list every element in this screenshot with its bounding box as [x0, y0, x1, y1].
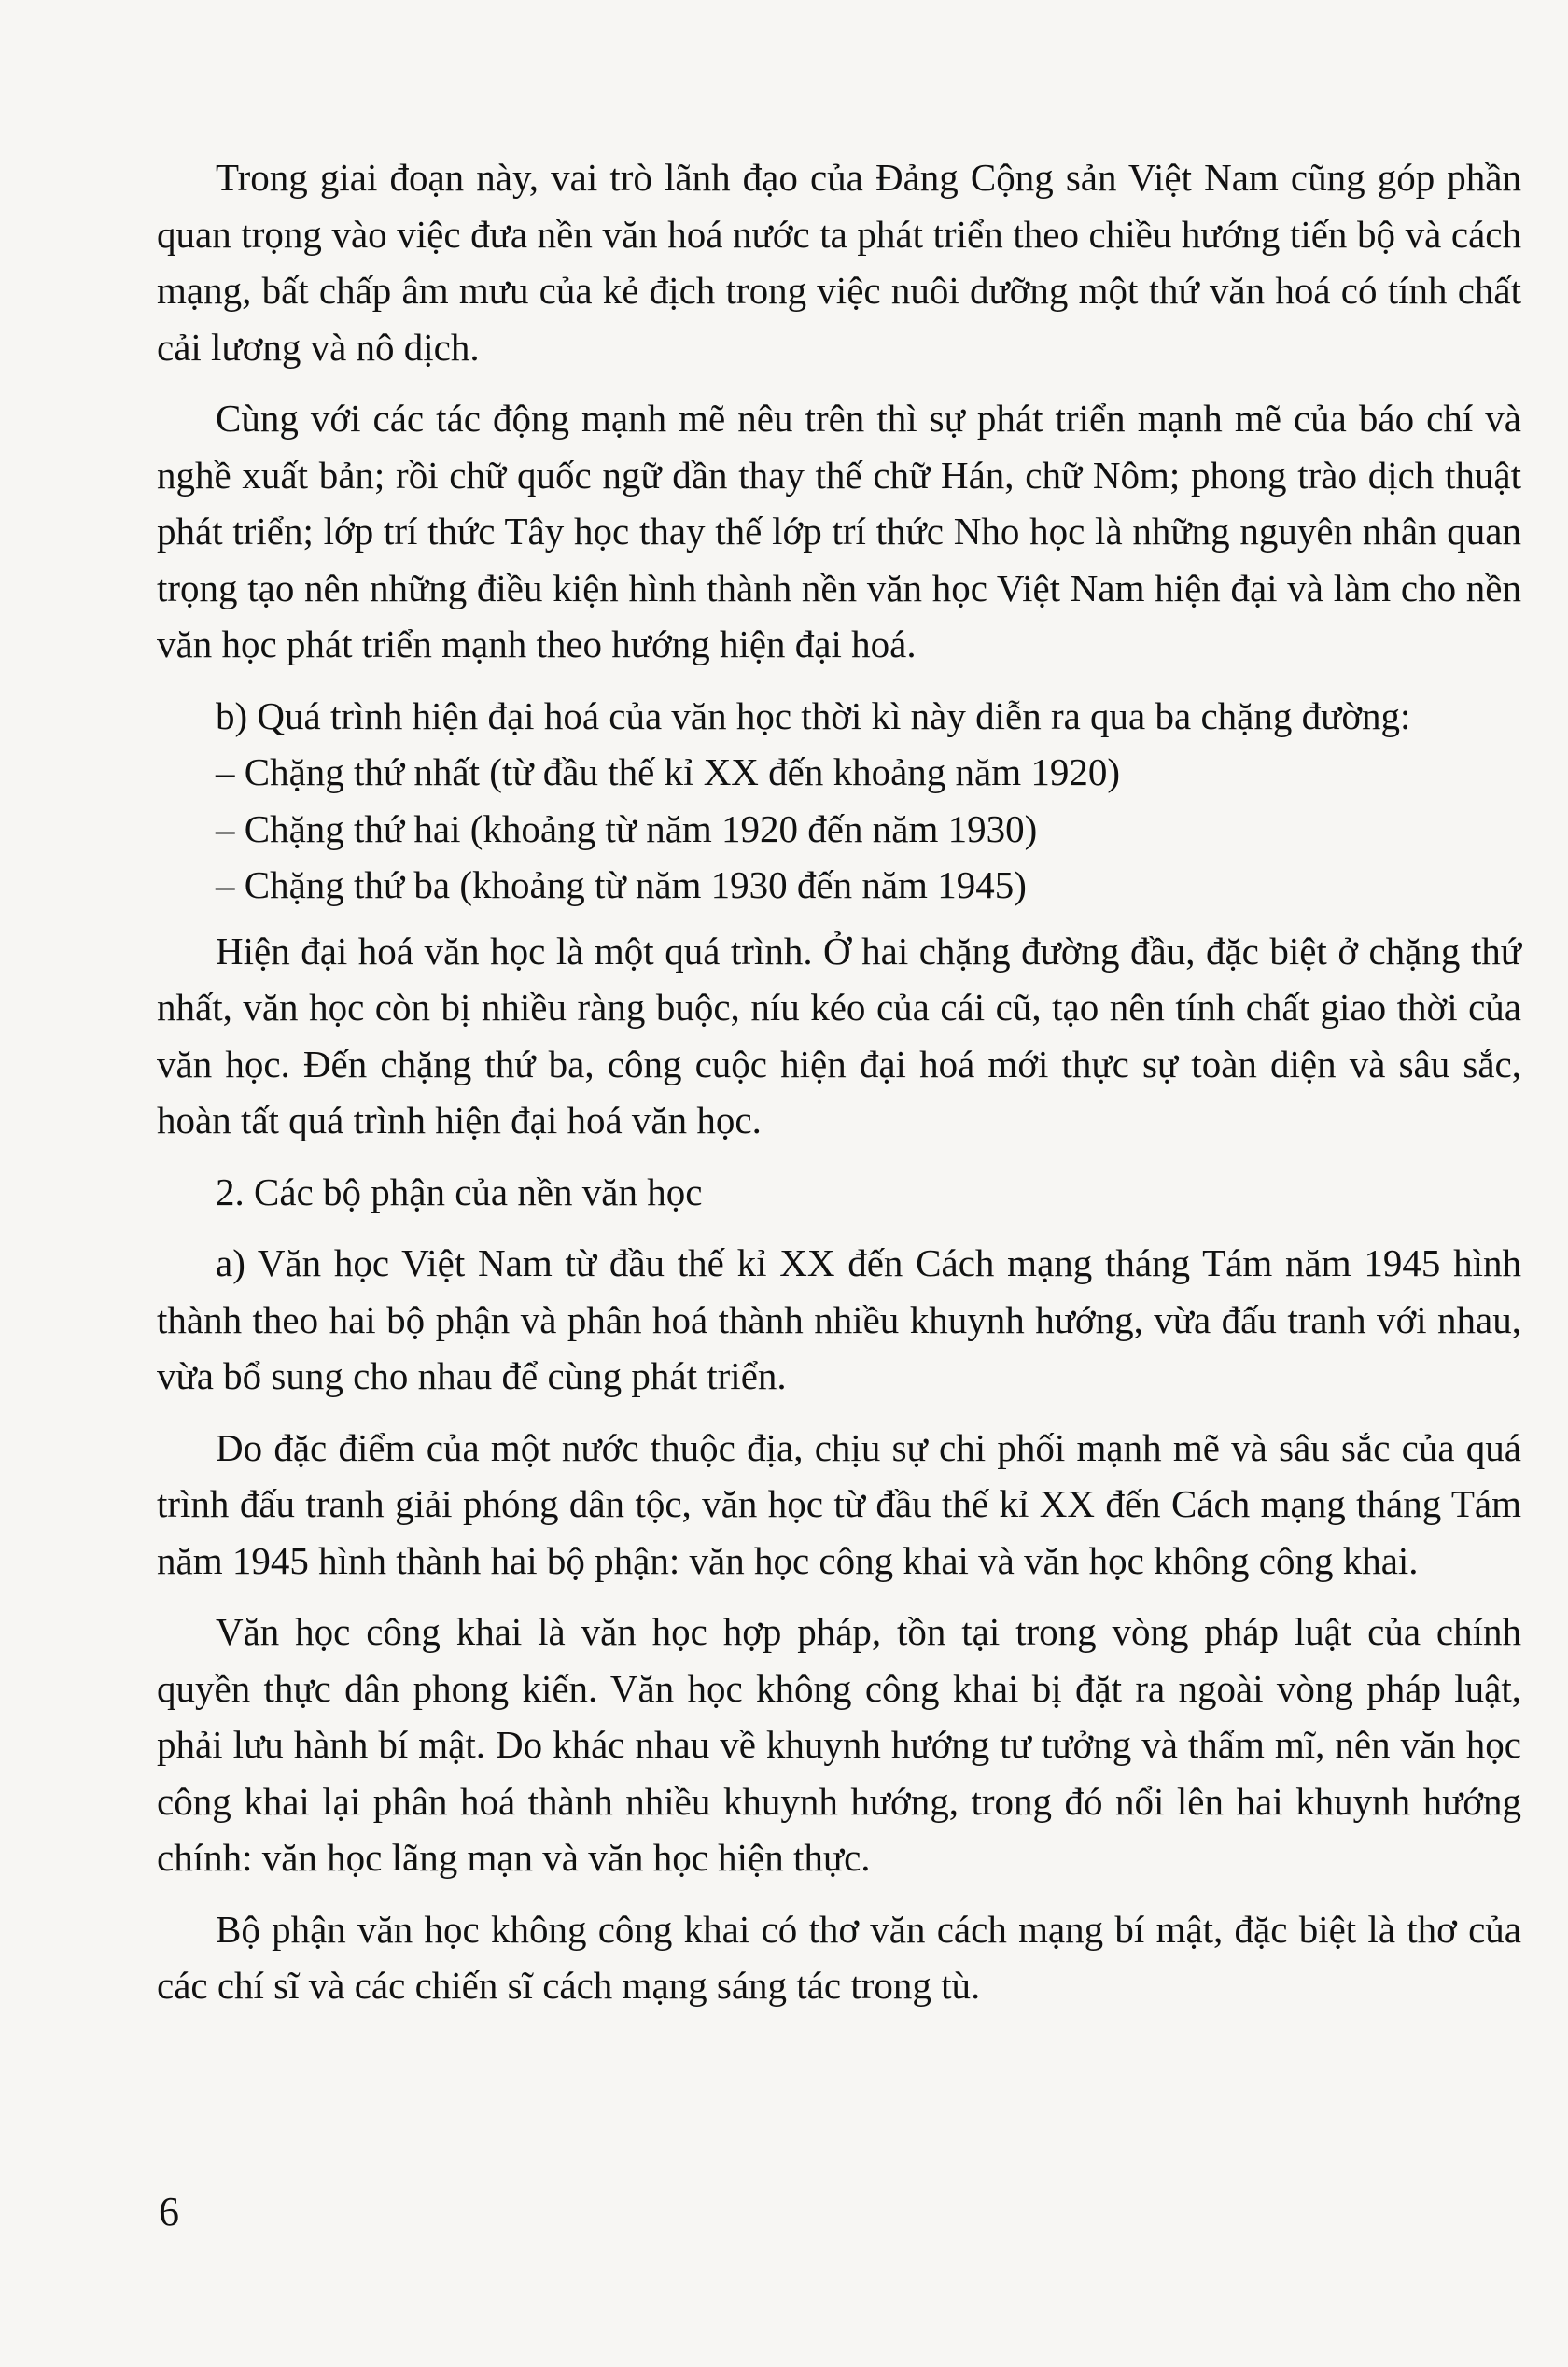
paragraph-modernization-process: Hiện đại hoá văn học là một quá trình. Ở hai chặng đường đầu, đặc biệt ở chặng thứ nhất, văn học còn bị nhiều ràng buộc, níu kéo của cái cũ, tạo nên tính chất giao thời của văn học. Đến chặng thứ ba, công cuộc hiện đại hoá mới thực sự toàn diện và sâu sắc, hoàn tất quá trình hiện đại hoá văn học.: [157, 929, 1521, 1141]
paragraph-party-leadership: Trong giai đoạn này, vai trò lãnh đạo của Đảng Cộng sản Việt Nam cũng góp phần quan trọng vào việc đưa nền văn hoá nước ta phát triển theo chiều hướng tiến bộ và cách mạng, bất chấp âm mưu của kẻ địch trong việc nuôi dưỡng một thứ văn hoá có tính chất cải lương và nô dịch.: [157, 156, 1521, 369]
stage-item-third: – Chặng thứ ba (khoảng từ năm 1930 đến năm 1945): [216, 863, 1027, 906]
stages-list: [157, 744, 1521, 914]
paragraph-development-factors: Cùng với các tác động mạnh mẽ nêu trên thì sự phát triển mạnh mẽ của báo chí và nghề xuất bản; rồi chữ quốc ngữ dần thay thế chữ Hán, chữ Nôm; phong trào dịch thuật phát triển; lớp trí thức Tây học thay thế lớp trí thức Nho học là những nguyên nhân quan trọng tạo nên những điều kiện hình thành nền văn học Việt Nam hiện đại và làm cho nền văn học phát triển mạnh theo hướng hiện đại hoá.: [157, 397, 1521, 665]
stage-item-second: – Chặng thứ hai (khoảng từ năm 1920 đến năm 1930): [216, 806, 1038, 850]
stage-item-first: – Chặng thứ nhất (từ đầu thế kỉ XX đến khoảng năm 1920): [216, 750, 1121, 793]
paragraph-colonial-context: Do đặc điểm của một nước thuộc địa, chịu sự chi phối mạnh mẽ và sâu sắc của quá trình đấu tranh giải phóng dân tộc, văn học từ đầu thế kỉ XX đến Cách mạng tháng Tám năm 1945 hình thành hai bộ phận: văn học công khai và văn học không công khai.: [157, 1425, 1521, 1582]
section-heading-literature-parts: 2. Các bộ phận của nền văn học: [216, 1169, 703, 1213]
paragraph-two-parts: a) Văn học Việt Nam từ đầu thế kỉ XX đến Cách mạng tháng Tám năm 1945 hình thành theo hai bộ phận và phân hoá thành nhiều khuynh hướng, vừa đấu tranh với nhau, vừa bổ sung cho nhau để cùng phát triển.: [157, 1241, 1521, 1397]
paragraph-modernization-stages-intro: b) Quá trình hiện đại hoá của văn học thời kì này diễn ra qua ba chặng đường:: [216, 693, 1411, 737]
paragraph-underground-literature: Bộ phận văn học không công khai có thơ văn cách mạng bí mật, đặc biệt là thơ của các chí sĩ và các chiến sĩ cách mạng sáng tác trong tù.: [157, 1907, 1521, 2007]
paragraph-public-literature: Văn học công khai là văn học hợp pháp, tồn tại trong vòng pháp luật của chính quyền thực dân phong kiến. Văn học không công khai bị đặt ra ngoài vòng pháp luật, phải lưu hành bí mật. Do khác nhau về khuynh hướng tư tưởng và thẩm mĩ, nên văn học công khai lại phân hoá thành nhiều khuynh hướng, trong đó nổi lên hai khuynh hướng chính: văn học lãng mạn và văn học hiện thực.: [157, 1610, 1521, 1879]
page-body: [157, 149, 1521, 2029]
page-number: 6: [159, 2189, 179, 2234]
